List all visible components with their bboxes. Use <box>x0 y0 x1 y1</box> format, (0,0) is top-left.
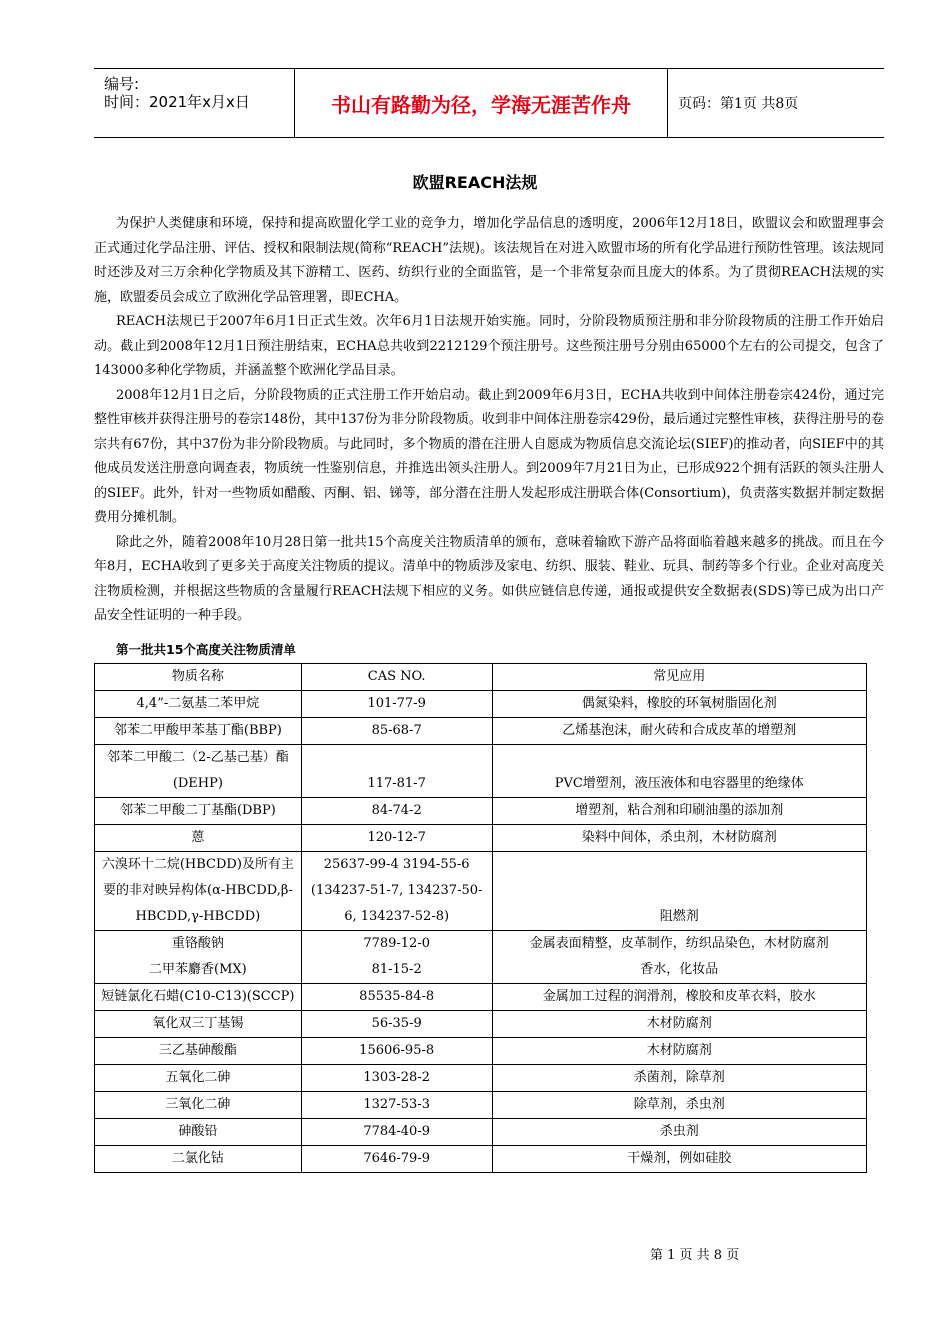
cell-name: 二氯化钴 <box>95 1146 302 1173</box>
cell-use: 增塑剂，粘合剂和印刷油墨的添加剂 <box>492 798 866 825</box>
table-row <box>95 1065 867 1092</box>
table-row <box>95 852 867 931</box>
table-row <box>95 1038 867 1065</box>
cell-cas: 7784-40-9 <box>301 1119 492 1146</box>
cell-use: 杀菌剂，除草剂 <box>492 1065 866 1092</box>
table-row <box>95 1119 867 1146</box>
table-row <box>95 1146 867 1173</box>
cell-cas: 85535-84-8 <box>301 984 492 1011</box>
cell-use: 金属表面精整，皮革制作，纺织品染色，木材防腐剂 <box>529 936 829 951</box>
cell-name: 五氧化二砷 <box>95 1065 302 1092</box>
cell-cas: 7789-12-0 <box>363 936 430 951</box>
cell-use: 偶氮染料，橡胶的环氧树脂固化剂 <box>492 691 866 718</box>
header-name: 物质名称 <box>95 664 302 691</box>
cell-name: 邻苯二甲酸甲苯基丁酯(BBP) <box>95 718 302 745</box>
cell-name: 氧化双三丁基锡 <box>95 1011 302 1038</box>
cell-cas: 1303-28-2 <box>301 1065 492 1092</box>
cell-use: 干燥剂，例如硅胶 <box>492 1146 866 1173</box>
cell-name: 邻苯二甲酸二丁基酯(DBP) <box>95 798 302 825</box>
paragraph: 2008年12月1日之后，分阶段物质的正式注册工作开始启动。截止到2009年6月3日，ECHA共收到中间体注册卷宗424份，通过完整性审核并获得注册号的卷宗148份，其中137份为非分阶段物质。收到非中间体注册卷宗429份，最后通过完整性审核，获得注册号的卷宗共有67份，其中37份为非分阶段物质。与此同时，多个物质的潜在注册人自愿成为物质信息交流论坛(SIEF)的推动者，向SIEF中的其他成员发送注册意向调查表，物质统一性鉴别信息，并推选出领头注册人。到2009年7月21日为止，已形成922个拥有活跃的领头注册人的SIEF。此外，针对一些物质如醋酸、丙酮、铝、锑等，部分潜在注册人发起形成注册联合体(Consortium)，负责落实数据并制定数据费用分摊机制。 <box>94 387 884 525</box>
cell-cas: 85-68-7 <box>301 718 492 745</box>
paragraph: 为保护人类健康和环境，保持和提高欧盟化学工业的竞争力，增加化学品信息的透明度，2006年12月18日，欧盟议会和欧盟理事会正式通过化学品注册、评估、授权和限制法规(简称“REACH”法规)。该法规旨在对进入欧盟市场的所有化学品进行预防性管理。该法规同时还涉及对三万余种化学物质及其下游精工、医药、纺织行业的全面监管，是一个非常复杂而且庞大的体系。为了贯彻REACH法规的实施，欧盟委员会成立了欧洲化学品管理署，即ECHA。 <box>94 216 884 305</box>
header-meta <box>94 69 295 137</box>
cell-cas: 15606-95-8 <box>301 1038 492 1065</box>
cell-cas: 101-77-9 <box>301 691 492 718</box>
cell-name: 砷酸铅 <box>95 1119 302 1146</box>
header-motto: 书山有路勤为径，学海无涯苦作舟 <box>295 69 668 137</box>
cell-cas: 84-74-2 <box>301 798 492 825</box>
cell-name: 邻苯二甲酸二（2-乙基己基）酯(DEHP) <box>95 745 302 798</box>
table-row <box>95 1011 867 1038</box>
cell-name: 短链氯化石蜡(C10-C13)(SCCP) <box>95 984 302 1011</box>
cell-name: 三乙基砷酸酯 <box>95 1038 302 1065</box>
cell-use-group <box>492 931 866 984</box>
cell-cas: 56-35-9 <box>301 1011 492 1038</box>
cell-cas: 120-12-7 <box>301 825 492 852</box>
cell-use: PVC增塑剂，液压液体和电容器里的绝缘体 <box>492 745 866 798</box>
cell-name: 重铬酸钠 <box>171 936 224 951</box>
cell-name: 二甲苯麝香(MX) <box>149 962 247 977</box>
time-label: 时间：2021年x月x日 <box>104 93 250 111</box>
table-row <box>95 931 867 984</box>
cell-cas: 7646-79-9 <box>301 1146 492 1173</box>
cell-use: 木材防腐剂 <box>492 1038 866 1065</box>
cell-name: 六溴环十二烷(HBCDD)及所有主要的非对映异构体(α-HBCDD,β-HBCDD,γ-HBCDD) <box>95 852 302 931</box>
cell-use: 阻燃剂 <box>492 852 866 931</box>
header-page-info: 页码：第1页 共8页 <box>678 96 799 112</box>
paragraph: REACH法规已于2007年6月1日正式生效。次年6月1日法规开始实施。同时，分阶段物质预注册和非分阶段物质的注册工作开始启动。截止到2008年12月1日预注册结束，ECHA总共收到2212129个预注册号。这些预注册号分别由65000个左右的公司提交，包含了143000多种化学物质，并涵盖整个欧洲化学品目录。 <box>94 314 884 378</box>
page-header <box>94 68 884 138</box>
header-use: 常见应用 <box>492 664 866 691</box>
cell-cas-group <box>301 931 492 984</box>
table-row <box>95 798 867 825</box>
cell-use: 染料中间体，杀虫剂，木材防腐剂 <box>492 825 866 852</box>
table-header-row <box>95 664 867 691</box>
cell-cas: 1327-53-3 <box>301 1092 492 1119</box>
cell-cas: 117-81-7 <box>301 745 492 798</box>
table-row <box>95 691 867 718</box>
paragraph: 除此之外，随着2008年10月28日第一批共15个高度关注物质清单的颁布，意味着输欧下游产品将面临着越来越多的挑战。而且在今年8月，ECHA收到了更多关于高度关注物质的提议。清单中的物质涉及家电、纺织、服装、鞋业、玩具、制药等多个行业。企业对高度关注物质检测，并根据这些物质的含量履行REACH法规下相应的义务。如供应链信息传递，通报或提供安全数据表(SDS)等已成为出口产品安全性证明的一种手段。 <box>94 534 884 623</box>
table-row <box>95 718 867 745</box>
cell-use: 杀虫剂 <box>492 1119 866 1146</box>
table-row <box>95 825 867 852</box>
table-row <box>95 1092 867 1119</box>
cell-name-group <box>95 931 302 984</box>
table-row <box>95 745 867 798</box>
cell-name: 蒽 <box>95 825 302 852</box>
cell-use: 金属加工过程的润滑剂，橡胶和皮革衣料，胶水 <box>492 984 866 1011</box>
number-label: 编号: <box>104 75 140 93</box>
table-row <box>95 984 867 1011</box>
document-body <box>94 212 884 629</box>
document-title: 欧盟REACH法规 <box>412 173 538 192</box>
cell-cas: 81-15-2 <box>371 962 422 977</box>
substance-table <box>94 663 867 1173</box>
cell-name: 三氧化二砷 <box>95 1092 302 1119</box>
cell-cas: 25637-99-4 3194-55-6 (134237-51-7, 134237-50-6, 134237-52-8) <box>301 852 492 931</box>
page-footer: 第 1 页 共 8 页 <box>650 1248 740 1263</box>
cell-use: 乙烯基泡沫，耐火砖和合成皮革的增塑剂 <box>492 718 866 745</box>
table-caption: 第一批共15个高度关注物质清单 <box>116 642 296 657</box>
cell-use: 木材防腐剂 <box>492 1011 866 1038</box>
header-cas: CAS NO. <box>301 664 492 691</box>
cell-use: 香水，化妆品 <box>640 962 719 977</box>
cell-use: 除草剂，杀虫剂 <box>492 1092 866 1119</box>
cell-name: 4,4”-二氨基二苯甲烷 <box>95 691 302 718</box>
